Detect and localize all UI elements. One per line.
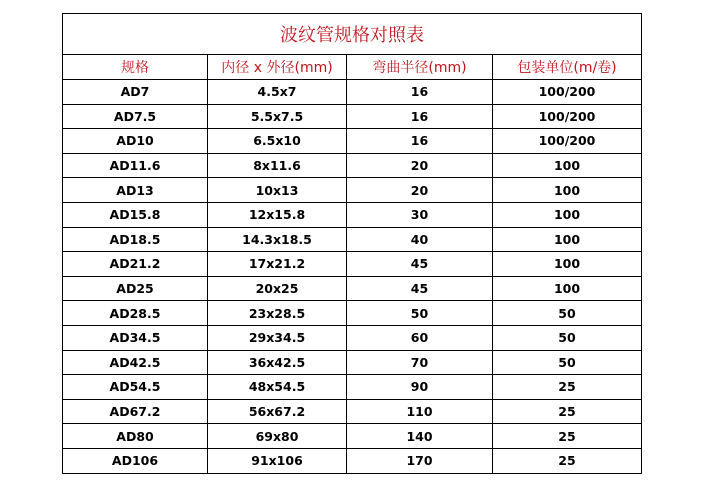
cell-bend-radius: 140 (347, 424, 493, 449)
cell-diameter: 6.5x10 (208, 129, 347, 154)
header-spec: 规格 (63, 55, 208, 80)
table-row (63, 178, 642, 203)
cell-bend-radius: 45 (347, 252, 493, 277)
table-row (63, 424, 642, 449)
spec-table (62, 13, 642, 474)
table-row (63, 276, 642, 301)
cell-diameter: 20x25 (208, 276, 347, 301)
cell-spec: AD7.5 (63, 104, 208, 129)
table-row (63, 227, 642, 252)
cell-spec: AD13 (63, 178, 208, 203)
cell-diameter: 29x34.5 (208, 325, 347, 350)
cell-diameter: 8x11.6 (208, 153, 347, 178)
cell-diameter: 23x28.5 (208, 301, 347, 326)
cell-package-unit: 25 (493, 375, 642, 400)
cell-package-unit: 25 (493, 448, 642, 473)
table-row (63, 129, 642, 154)
cell-package-unit: 25 (493, 424, 642, 449)
cell-package-unit: 100/200 (493, 80, 642, 105)
table-row (63, 301, 642, 326)
cell-package-unit: 100/200 (493, 104, 642, 129)
cell-bend-radius: 110 (347, 399, 493, 424)
table-row (63, 350, 642, 375)
cell-spec: AD28.5 (63, 301, 208, 326)
table-row (63, 448, 642, 473)
cell-bend-radius: 20 (347, 153, 493, 178)
cell-package-unit: 100 (493, 276, 642, 301)
cell-bend-radius: 16 (347, 104, 493, 129)
table-row (63, 399, 642, 424)
table-row (63, 325, 642, 350)
cell-spec: AD80 (63, 424, 208, 449)
cell-package-unit: 100 (493, 227, 642, 252)
table-row (63, 375, 642, 400)
cell-diameter: 4.5x7 (208, 80, 347, 105)
cell-package-unit: 50 (493, 350, 642, 375)
cell-diameter: 56x67.2 (208, 399, 347, 424)
cell-package-unit: 100 (493, 178, 642, 203)
table-row (63, 153, 642, 178)
cell-bend-radius: 40 (347, 227, 493, 252)
cell-package-unit: 100 (493, 202, 642, 227)
cell-spec: AD54.5 (63, 375, 208, 400)
cell-diameter: 17x21.2 (208, 252, 347, 277)
cell-package-unit: 50 (493, 301, 642, 326)
cell-spec: AD67.2 (63, 399, 208, 424)
cell-diameter: 12x15.8 (208, 202, 347, 227)
cell-bend-radius: 50 (347, 301, 493, 326)
cell-bend-radius: 20 (347, 178, 493, 203)
table-row (63, 202, 642, 227)
table-title: 波纹管规格对照表 (63, 14, 642, 55)
table-row (63, 104, 642, 129)
table-body (63, 80, 642, 474)
cell-package-unit: 50 (493, 325, 642, 350)
header-row (63, 55, 642, 80)
cell-bend-radius: 90 (347, 375, 493, 400)
header-bend-radius: 弯曲半径(mm) (347, 55, 493, 80)
header-package-unit: 包装单位(m/卷) (493, 55, 642, 80)
cell-diameter: 10x13 (208, 178, 347, 203)
cell-diameter: 5.5x7.5 (208, 104, 347, 129)
cell-package-unit: 100 (493, 252, 642, 277)
cell-spec: AD21.2 (63, 252, 208, 277)
cell-bend-radius: 70 (347, 350, 493, 375)
cell-bend-radius: 60 (347, 325, 493, 350)
cell-spec: AD15.8 (63, 202, 208, 227)
cell-spec: AD25 (63, 276, 208, 301)
cell-bend-radius: 30 (347, 202, 493, 227)
table-row (63, 80, 642, 105)
cell-package-unit: 100 (493, 153, 642, 178)
cell-spec: AD34.5 (63, 325, 208, 350)
cell-spec: AD106 (63, 448, 208, 473)
title-row (63, 14, 642, 55)
table-row (63, 252, 642, 277)
cell-spec: AD7 (63, 80, 208, 105)
cell-package-unit: 25 (493, 399, 642, 424)
cell-diameter: 91x106 (208, 448, 347, 473)
cell-bend-radius: 16 (347, 80, 493, 105)
header-diameter: 内径 x 外径(mm) (208, 55, 347, 80)
cell-diameter: 14.3x18.5 (208, 227, 347, 252)
cell-spec: AD42.5 (63, 350, 208, 375)
cell-bend-radius: 16 (347, 129, 493, 154)
cell-bend-radius: 45 (347, 276, 493, 301)
cell-diameter: 48x54.5 (208, 375, 347, 400)
cell-spec: AD10 (63, 129, 208, 154)
cell-spec: AD18.5 (63, 227, 208, 252)
cell-diameter: 69x80 (208, 424, 347, 449)
cell-spec: AD11.6 (63, 153, 208, 178)
cell-package-unit: 100/200 (493, 129, 642, 154)
cell-diameter: 36x42.5 (208, 350, 347, 375)
cell-bend-radius: 170 (347, 448, 493, 473)
